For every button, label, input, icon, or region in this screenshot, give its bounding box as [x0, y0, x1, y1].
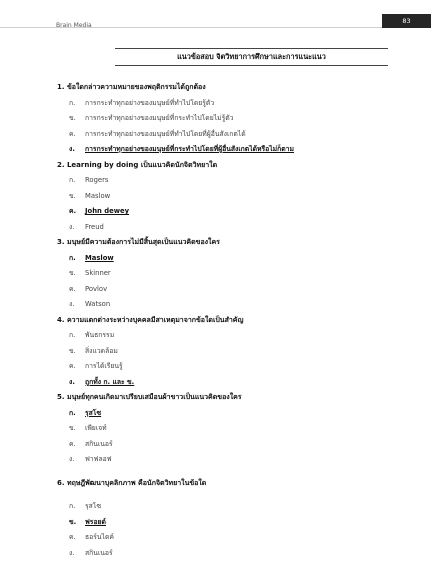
option-label: ข. — [69, 346, 76, 355]
option-label: ง. — [69, 222, 75, 231]
option-label: ค. — [69, 284, 76, 293]
option-label: ก. — [69, 253, 76, 262]
option-text: การกระทำทุกอย่างของมนุษย์ที่กระทำไปโดยที่ผู้อื่นสังเกตได้หรือไม่ก็ตาม — [85, 145, 294, 153]
answer-option — [57, 546, 407, 562]
option-label: ก. — [69, 176, 76, 184]
page-number-badge: 83 — [382, 14, 431, 28]
option-text: ฟรอยด์ — [85, 517, 106, 526]
option-label: ข. — [69, 191, 76, 200]
answer-option — [57, 266, 407, 282]
option-label: ข. — [69, 424, 76, 432]
option-text: Freud — [85, 222, 104, 231]
question-block — [57, 390, 407, 468]
option-text: รุสโซ — [85, 408, 102, 417]
option-text: ถูกทั้ง ก. และ ข. — [85, 377, 135, 386]
document-title: แนวข้อสอบ จิตวิทยาการศึกษาและการแนะแนว — [115, 48, 388, 66]
question-block — [57, 476, 407, 562]
option-text: Rogers — [85, 176, 109, 184]
question-text: 6. ทฤษฎีพัฒนาบุคลิกภาพ คือนักจิตวิทยาในข้อใด — [57, 478, 207, 487]
spacer — [57, 491, 407, 499]
option-text: ธอร์นไดค์ — [85, 533, 114, 541]
question-block — [57, 235, 407, 313]
option-label: ก. — [69, 502, 76, 510]
option-label: ง. — [69, 300, 75, 308]
answer-option — [57, 127, 407, 143]
spacer — [57, 468, 407, 476]
answer-option — [57, 344, 407, 360]
answer-option — [57, 282, 407, 298]
question-text: 2. Learning by doing เป็นแนวคิดนักจิตวิทยาใด — [57, 160, 218, 169]
question-text: 4. ความแตกต่างระหว่างบุคคลมีสาเหตุมาจากข้อใดเป็นสำคัญ — [57, 315, 244, 324]
option-text: การกระทำทุกอย่างของมนุษย์ที่ทำไปโดยรู้ตัว — [85, 98, 215, 107]
option-label: ค. — [69, 207, 77, 215]
option-label: ก. — [69, 331, 76, 339]
question-text: 3. มนุษย์มีความต้องการไม่มีสิ้นสุดเป็นแนวคิดของใคร — [57, 238, 220, 246]
question-text: 5. มนุษย์ทุกคนเกิดมาเปรียบเสมือนผ้าขาวเป็นแนวคิดของใคร — [57, 393, 242, 401]
option-label: ง. — [69, 145, 75, 153]
option-text: Povlov — [85, 284, 108, 293]
correct-answer-option — [57, 515, 407, 531]
option-label: ค. — [69, 362, 76, 370]
option-text: ฟาฟลอฟ — [85, 455, 112, 463]
correct-answer-option — [57, 375, 407, 391]
question-block — [57, 313, 407, 391]
option-text: การกระทำทุกอย่างของมนุษย์ที่ทำไปโดยที่ผู้อื่นสังเกตได้ — [85, 129, 246, 138]
option-text: Watson — [85, 300, 111, 308]
answer-option — [57, 96, 407, 112]
option-label: ง. — [69, 548, 75, 557]
answer-option — [57, 437, 407, 453]
question-block — [57, 80, 407, 158]
option-label: ง. — [69, 455, 75, 463]
answer-option — [57, 359, 407, 375]
option-label: ค. — [69, 533, 76, 541]
answer-option — [57, 111, 407, 127]
option-text: การกระทำทุกอย่างของมนุษย์ที่กระทำไปโดยไม่รู้ตัว — [85, 114, 234, 122]
answer-option — [57, 499, 407, 515]
option-text: การได้เรียนรู้ — [85, 362, 123, 370]
option-text: เพียเจท์ — [85, 424, 107, 432]
answer-option — [57, 452, 407, 468]
question-text: 1. ข้อใดกล่าวความหมายของพฤติกรรมได้ถูกต้อง — [57, 83, 206, 91]
option-text: สิ่งแวดล้อม — [85, 346, 118, 355]
option-text: สกินเนอร์ — [85, 439, 113, 448]
answer-option — [57, 189, 407, 205]
answer-option — [57, 173, 407, 189]
question-block — [57, 158, 407, 236]
answer-option — [57, 328, 407, 344]
answer-option — [57, 220, 407, 236]
question-list — [57, 80, 407, 561]
option-text: รุสโซ — [85, 502, 102, 510]
option-text: Maslow — [85, 253, 114, 262]
correct-answer-option — [57, 204, 407, 220]
answer-option — [57, 297, 407, 313]
option-text: John dewey — [85, 207, 130, 215]
option-text: Maslow — [85, 191, 111, 200]
answer-option — [57, 530, 407, 546]
correct-answer-option — [57, 406, 407, 422]
option-label: ข. — [69, 269, 76, 277]
option-label: ข. — [69, 114, 76, 122]
option-label: ค. — [69, 439, 76, 448]
option-label: ก. — [69, 98, 76, 107]
brand-name: Brain Media — [56, 22, 92, 29]
answer-option — [57, 421, 407, 437]
option-label: ก. — [69, 408, 76, 417]
correct-answer-option — [57, 142, 407, 158]
option-label: ข. — [69, 517, 77, 526]
option-text: สกินเนอร์ — [85, 548, 113, 557]
correct-answer-option — [57, 251, 407, 267]
option-text: พันธกรรม — [85, 331, 115, 339]
option-text: Skinner — [85, 269, 111, 277]
option-label: ง. — [69, 377, 75, 386]
option-label: ค. — [69, 129, 76, 138]
